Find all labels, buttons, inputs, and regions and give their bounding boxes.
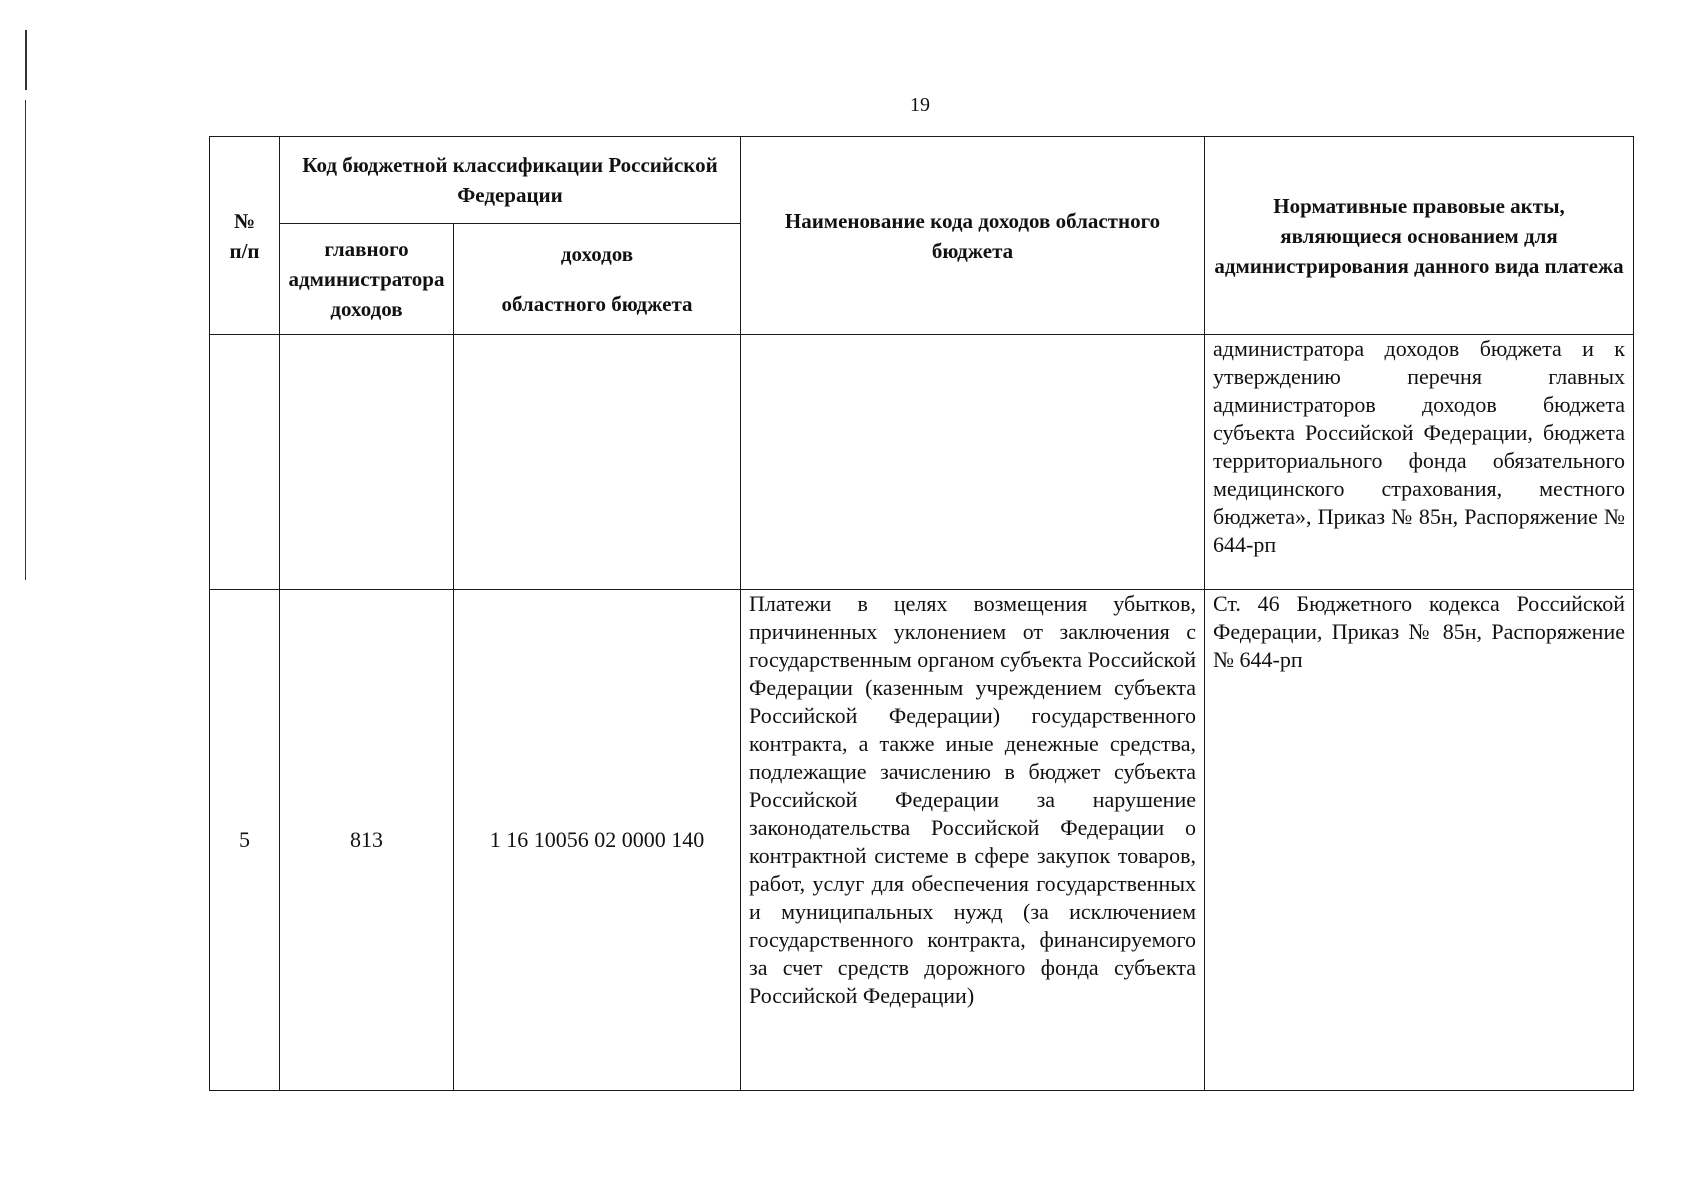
header-kbk-income-line1: доходов [560, 242, 634, 266]
header-legal-acts: Нормативные правовые акты, являющиеся основанием для администрирования данного вида платежа [1205, 137, 1634, 335]
table-row [210, 590, 1634, 1091]
row-income-name [741, 335, 1205, 590]
row-income-name: Платежи в целях возмещения убытков, причиненных уклонением от заключения с государственным органом субъекта Российской Федерации (казенным учреждением субъекта Российской Федерации) государственного контракта, а также иные денежные средства, подлежащие зачислению в бюджет субъекта Российской Федерации за нарушение законодательства Российской Федерации о контрактной системе в сфере закупок товаров, работ, услуг для обеспечения государственных и муниципальных нужд (за исключением государственного контракта, финансируемого за счет средств дорожного фонда субъекта Российской Федерации) [741, 590, 1205, 1091]
row-num [210, 335, 280, 590]
header-kbk-admin: главного администратора доходов [280, 224, 454, 335]
row-admin-code [280, 335, 454, 590]
table-row [210, 335, 1634, 590]
scan-margin-mark [25, 30, 27, 90]
header-gap [462, 269, 732, 289]
row-income-code: 1 16 10056 02 0000 140 [454, 590, 741, 1091]
row-income-code [454, 335, 741, 590]
row-legal-acts: администратора доходов бюджета и к утверждению перечня главных администраторов доходов бюджета субъекта Российской Федерации, бюджета территориального фонда обязательного медицинского страхования, местного бюджета», Приказ № 85н, Распоряжение № 644-рп [1205, 335, 1634, 590]
scan-margin-mark [25, 100, 26, 580]
row-num: 5 [210, 590, 280, 1091]
header-income-name: Наименование кода доходов областного бюджета [741, 137, 1205, 335]
budget-classification-table [209, 136, 1634, 1091]
header-kbk-income-line2: областного бюджета [501, 292, 693, 316]
row-admin-code: 813 [280, 590, 454, 1091]
header-kbk-group: Код бюджетной классификации Российской Федерации [280, 137, 741, 224]
page-number: 19 [910, 94, 930, 116]
header-kbk-income [454, 224, 741, 335]
header-num: № п/п [210, 137, 280, 335]
row-legal-acts: Ст. 46 Бюджетного кодекса Российской Федерации, Приказ № 85н, Распоряжение № 644-рп [1205, 590, 1634, 1091]
